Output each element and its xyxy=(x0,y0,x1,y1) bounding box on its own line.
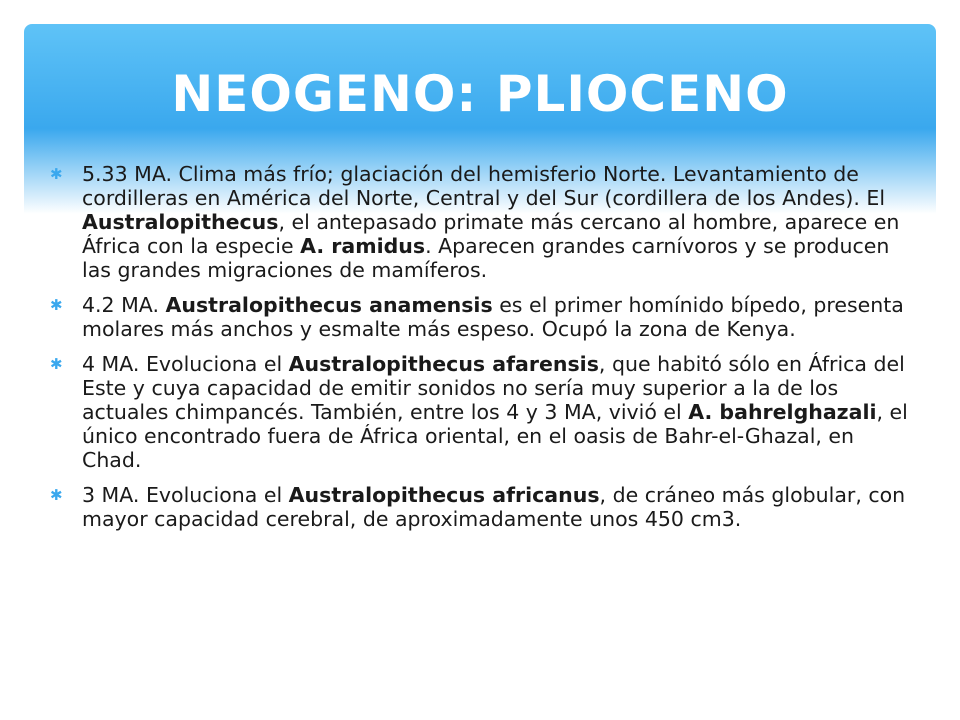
bullet-item xyxy=(50,293,912,341)
text-run: 4.2 MA. xyxy=(82,293,166,317)
bullet-item xyxy=(50,352,912,472)
bullet-text xyxy=(82,483,905,531)
bullet-text xyxy=(82,162,899,282)
text-run: , de cráneo más globular, con mayor capacidad cerebral, de aproximadamente unos 450 cm3. xyxy=(82,483,906,531)
bold-term: A. ramidus xyxy=(300,234,426,258)
bold-term: Australopithecus africanus xyxy=(288,483,600,507)
asterisk-bullet-icon: ✱ xyxy=(50,165,63,183)
bold-term: Australopithecus anamensis xyxy=(165,293,493,317)
text-run: 3 MA. Evoluciona el xyxy=(82,483,289,507)
text-run: , que habitó sólo en África del Este y cuya capacidad de emitir sonidos no sería muy superior a la de los actuales chimpancés. También, entre los 4 y 3 MA, vivió el xyxy=(82,352,905,424)
asterisk-bullet-icon: ✱ xyxy=(50,355,63,373)
slide-title: NEOGENO: PLIOCENO xyxy=(171,65,789,123)
text-run: , el único encontrado fuera de África oriental, en el oasis de Bahr-el-Ghazal, en Chad. xyxy=(82,400,908,472)
bullet-text xyxy=(82,352,908,472)
bold-term: Australopithecus xyxy=(82,210,279,234)
text-run: es el primer homínido bípedo, presenta molares más anchos y esmalte más espeso. Ocupó la zona de Kenya. xyxy=(82,293,904,341)
bullet-text xyxy=(82,293,904,341)
bullet-item xyxy=(50,483,912,531)
text-run: 4 MA. Evoluciona el xyxy=(82,352,289,376)
slide-content xyxy=(50,162,912,542)
bullet-item xyxy=(50,162,912,282)
asterisk-bullet-icon: ✱ xyxy=(50,486,63,504)
bullet-list xyxy=(50,162,912,531)
bold-term: A. bahrelghazali xyxy=(688,400,877,424)
text-run: , el antepasado primate más cercano al hombre, aparece en África con la especie xyxy=(82,210,900,258)
asterisk-bullet-icon: ✱ xyxy=(50,296,63,314)
text-run: 5.33 MA. Clima más frío; glaciación del hemisferio Norte. Levantamiento de cordilleras en América del Norte, Central y del Sur (cordillera de los Andes). El xyxy=(82,162,886,210)
text-run: . Aparecen grandes carnívoros y se producen las grandes migraciones de mamíferos. xyxy=(82,234,890,282)
bold-term: Australopithecus afarensis xyxy=(288,352,599,376)
